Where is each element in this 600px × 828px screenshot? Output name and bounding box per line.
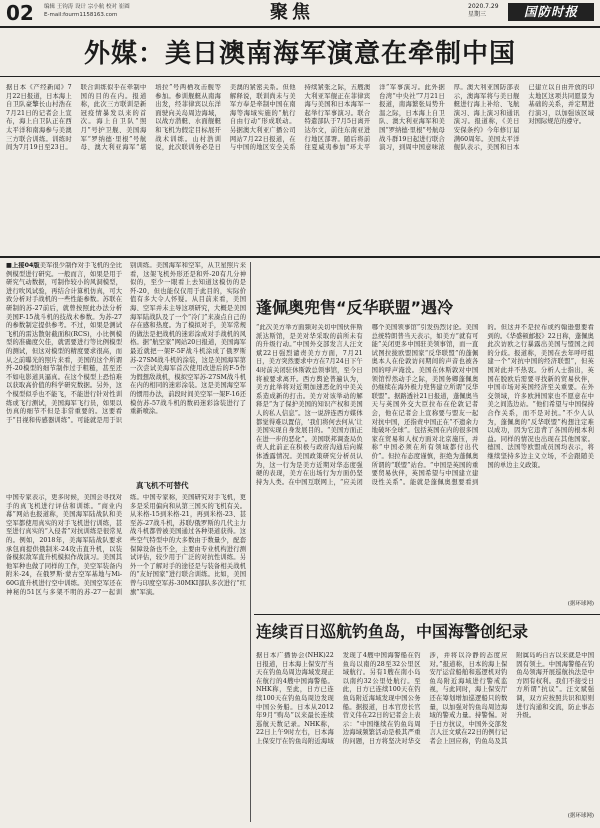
- left-article-text-2: 中国专家表示，更多时候，美国会寻找对手的真飞机进行评估和训练。“商业内幕”网站也报道称，美国海军陆战队和美空军都使用真实的对手飞机进行训练，甚至进行真实的“入侵者”对抗训练是很常见的。例如，2018年，美海军陆战队要求承包商提供俄制米-24攻击直升机，以装备模拟敌军直升机模拟作战演习。美国其他军种也做了同样的工作，美空军装备内附米-24，在俄罗斯·蒙古空军基地与Mi-60G直升机进行空中训练。美国空军还在神秘的51区与多架不明的苏-27一起训练。中国专家称，美国研究对手飞机，更多是采用偏向和从第三国买的飞机有关。从米格-15到米格-21，再到米格-23、甚至苏-27战斗机，苏联/俄罗斯的几代主力战斗机都曾被美国通过各种渠道获得。这些空气特型中的大多数由于数量少，配套保障设备也不全，主要由专业机构进行测试评估，较少用于广泛的对抗性训练。另外一个了解对手的途径是与装备相关战机的“友好国家”进行联合训练。比如，美国曾与印度空军苏-30MKI部队多次进行“红旗”军演。: [6, 494, 246, 596]
- headline-rule: [0, 76, 600, 77]
- bottom-headline: 连续百日巡航钓鱼岛，中国海警创纪录: [256, 622, 529, 641]
- section-divider: [0, 256, 600, 258]
- left-article-body: [6, 262, 246, 478]
- weekday-text: 星期三: [468, 11, 487, 18]
- middle-article-text: “此次美方举方面频对关切中国伙伴斯派达斯馆，是美对华采取的前所未有的升级行动。”中国外交部发言人汪文斌22日强烈谴责美方方面，7月21日，美方突然要求中方在7月24日下午4时前关闭驻休斯敦总领事馆，至今日将被要求离开。西方舆论普遍认为，美方此举将对近期加速恶化的中美关系造成新的打击。美方对该举动的解释是“为了保护美国的知识产权和美国人的私人信息”。这一说辞连西方媒体都觉得难以置信，‘我们将何去何从’让美国实现自身发展目的。“美国方面正在进一步的恶化”。美国联邦调查局负责人此前正在积极与政府沟通后向媒体透露情况。美国政策研究分析员认为，这一行为是美方近期对华态度强硬的表现，美方在出场行为方面仍坚持为人类。在中国互联网上，“应关闭哪个美国领事馆”引发热烈讨论。美国总统特朗普当天表示，如美方“就有可能”关闭更多中国驻美领事馆，而一直试图拉拢欧盟国家“反华联盟”的蓬佩奥本人在伦敦访问期间的声音也被各国的呼声淹没。美国在休斯敦对中国领馆悍然动手之际，美国务卿蓬佩奥仍继续在海外极力兜售建立所谓“反华联盟”。据路透社21日报道，蓬佩奥当天与英国外交大臣拉布在伦敦记者会，他在记者会上宣称要与盟友一起对抗中国，还指责中国正在“不遗余力地破坏全球”。包括英国在内的很多国家在贸易和人权方面对北京施压，并称“中国必须在所有领域都付出代价”。但拉布态度谨慎，拒绝为蓬佩奥所谓的“联盟”站台。“中国是英国的重要贸易伙伴，英国希望与中国建立建设性关系”。能就是蓬佩奥想要看到的。但这并不是拉布或约翰逊想要看到的。《华盛顿邮报》22日称，蓬佩奥此次访欧之行暴露出美国与盟国之间的分歧。报道称，美国在去年呼吁组建一个“对抗中国的经济联盟”，但英国对此并不热衷。分析人士指出，英国在脱欧后需要寻找新的贸易伙伴，中国市场对英国经济至关重要。在外交领域，许多欧洲国家也不愿意在中美之间选边站。“他们希望与中国保持合作关系，而不是对抗。”不少人认为，蓬佩奥的“反华联盟”构想注定难以成功，因为它违背了各国的根本利益。同样的情况也出现在其他国家。德国、法国等欧盟成员国均表示，将继续坚持多边主义立场，不会跟随美国的单边主义政策。: [256, 324, 594, 486]
- newspaper-logo: 国防时报: [508, 3, 594, 21]
- continued-from-marker: ■上接04版: [6, 262, 40, 269]
- left-article-text: [6, 262, 246, 425]
- issue-date: [468, 3, 499, 19]
- middle-article-body: [256, 324, 594, 612]
- section-title: 聚焦: [270, 2, 314, 23]
- middle-credit: [486, 600, 594, 610]
- editor-credits: [44, 3, 130, 19]
- top-article-text: 据日本《产经新闻》7月22日报道，日本海上自卫队豪擎长山村浩在7月21日的记者会上宣布，海上自卫队正在西太平洋和南海参与美澳三方联合训练。训练时间为7月19日至23日。联合训练似乎在牵制中国的目的在内。报道称，此次三方联训是新冠疫情暴发以来的首次。海上自卫队“照月”号护卫舰、美国海军“罗纳德·里根”号航母、澳大利亚海军“堪培拉”号两栖攻击舰等参加。参训舰艇从南海出发，经菲律宾以东洋面驶向关岛周边海域，以战方潜艇、水面舰艇和飞机为假定目标展开战术训练。山村浩训说，此次联训务必是日美澳的紧密关系。但他解释说，联训尚未与美军方奉是牵制中国在南海等海域实施的“航行自由行动”形成联动。另据澳大利亚广播公司网站7月22日报道，在与中国的地区安全关系持续紧张之际，五艘澳大利亚军舰正在菲律宾海与美国和日本海军一起举行军事演习。联合特遣部队于7月5日离开达尔文，前往东南亚进行地区部署。随后将前往夏威夷参加“环太平洋”军事演习。此外据台湾“中央社”7月21日报道，南海繁张局势升温之际，日本海上自卫队、澳大利亚海军和美国“罗纳德·里根”号航母战斗群19日起进行联合演习，到周中国意味浓厚。澳大利亚国防部表示，澳海军将与美日舰艇进行海上补给、飞航演习、海上演习和通讯演习。报道称，《美日安保条约》今年修订届满60周年。美国太平洋舰队表示，美国和日本已建立以自由开放的印太地区这项共同愿景为基础的关系，并定期进行演习，以加强该区域对国际规范的遵守。: [6, 84, 594, 152]
- editors-line: 编辑 王钧涛 设计 宗小航 校对 崔圆: [44, 4, 130, 10]
- bottom-credit-text: (据环球网): [567, 813, 594, 819]
- bottom-divider: [254, 614, 600, 615]
- bottom-credit: [486, 812, 594, 822]
- column-divider: [250, 262, 251, 822]
- left-subheading: 真飞机不可替代: [136, 481, 189, 490]
- top-article-body: [6, 84, 594, 252]
- top-headline: 外媒：美日澳南海军演意在牵制中国: [83, 39, 516, 69]
- page-number: 02: [6, 1, 34, 25]
- masthead: [0, 0, 600, 28]
- bottom-article-text: 据日本广播协会(NHK)22日报道，日本海上保安厅当天在钓鱼岛周边海域发现正在航行的4艘中国海警船。NHK称，至此，日方已连续100天在钓鱼岛周边发现中国公务船。日本从2012年9月“购岛”以来最长连续巡航天数记录。NHK称，22日上午9时左右，日本海上保安厅在钓鱼岛附近海域发现了4艘中国海警船在钓鱼岛以南的28至32公里区域航行。另有1艘在南小岛以南约32公里处航行。至此，日方已连续100天在钓鱼岛附近海域发现中国公务船。据报道，日本官房长官菅义伟在22日的记者会上表示：“中国继续在钓鱼岛周边海域频繁活动是极其严重的问题，日方将坚决对华交涉，并将以冷静的态度应对。”报道称，日本的海上保安厅运营船舶和巡逻机对钓鱼岛附近海域进行警戒监视，与此同时，海上保安厅还在筹划增加巡逻船只的数量，以加强对钓鱼岛周边海域的警戒力量。持警惕。对于日方抗议，中国外交部发言人汪文斌在22日的例行记者会上回应称，钓鱼岛及其附属岛屿自古以来就是中国固有领土。中国海警船在钓鱼岛领海开展巡航执法是中方固有权利。我们不接受日方所谓“抗议”。汪文斌强调，双方应按照共识和原则进行沟通和交流，防止事态升级。: [256, 652, 594, 745]
- email-line: E-mail:fourm1158163.com: [44, 12, 118, 18]
- bottom-article-body: [256, 652, 594, 812]
- middle-headline: 蓬佩奥兜售“反华联盟”遇冷: [256, 298, 454, 317]
- date-text: 2020.7.29: [468, 3, 499, 10]
- middle-credit-text: (据环球网): [567, 601, 594, 607]
- left-article-paragraph: 美军很少制作对手飞机的全比例模型进行研究。一般而言，如果是用于研究气动数据，可制作较小的风洞模型，进行吹风试验，再结合计算机仿真，可大致分析对手战机的一些性能参数。苏联在研制的苏-27前后，就曾按照此办法分析美国F-15战斗机的技战术参数。为苏-27的参数制定提供参考。不过，如果是测试飞机的雷达散射截面积(RCS)，小比例模型的准确度欠佳，就需要进行等比例模型的测试，但这对模型的精度要求很高，而从之前曝光的照片来看，美国的这个所谓歼-20模型的细节制作过于粗糙，甚至还不如电影道具逼真。在这个模型上恐怕难以获取高价值的科学研究数据。另外，这个模型似乎也不能飞，不能进行针对性训练或飞行测试，美国海军飞行员，如果以仿真的细节不但是非常重要的。这要看于“目视和传感器训练”。可能就是用于识别训练。美国海军和空军，从卫星照片来看，这架飞机外形还是和歼-20有几分神似的，至少一眼看上去知道这模仿的是歼-20，但也能仅仅用于此目的，实际价值有多大令人怀疑。从目前来看，美国海、空军并未主导这项研究，大概是美国海军陆战队及了一个“冷门”来凑点自己的存在感和热度。为了模拟对手，美军常规的做法是把战机的迷彩涂成对手战机的风格。据“航空家”网站20日报道，美国海军最近就把一架F-5F战斗机涂成了俄罗斯苏-27SM战斗机的涂装，这是美国海军第一次尝试美海军首次使用改进后的F-5作为假想敌战机，模拟空军苏-27SM战斗机在内的相同的迷彩涂装。这是美国海空军的惯用办法，前段时间美空军一架F-16还模仿苏-57战斗机的数码迷彩涂装进行了重新喷涂。: [6, 262, 246, 424]
- left-article-body-2: [6, 494, 246, 822]
